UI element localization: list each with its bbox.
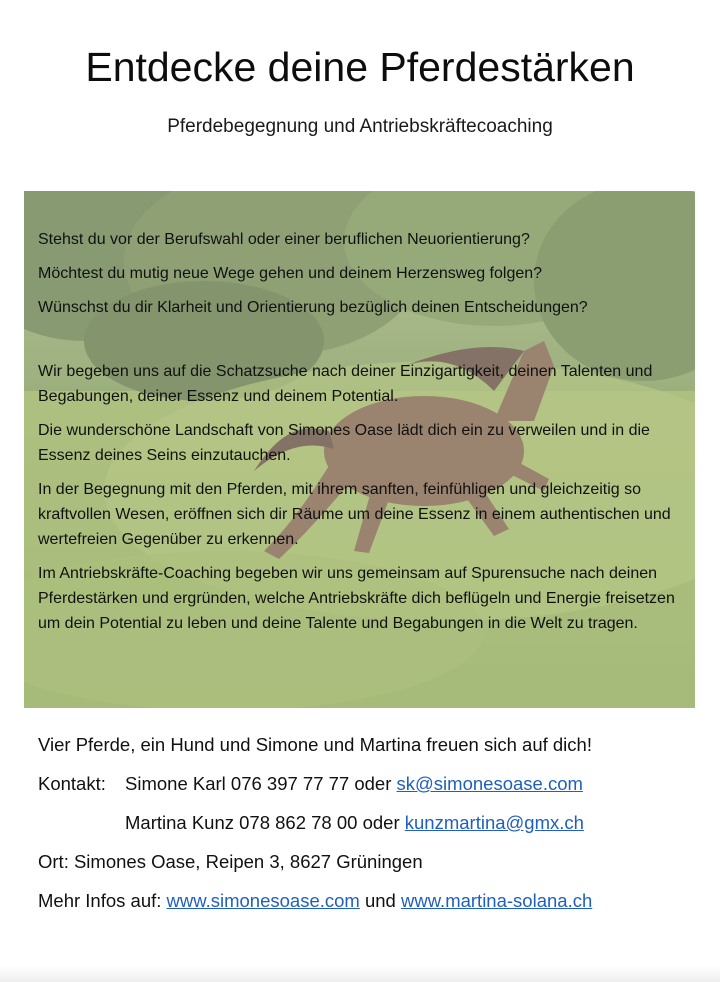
paragraph-spacer — [38, 329, 683, 359]
contact-line-martina — [38, 809, 698, 848]
contact-martina-text: Martina Kunz 078 862 78 00 oder — [125, 812, 405, 833]
website-link-martina-solana[interactable]: www.martina-solana.ch — [401, 890, 593, 911]
intro-question: Stehst du vor der Berufswahl oder einer beruflichen Neuorientierung? — [38, 231, 530, 248]
contact-simone-text: Simone Karl 076 397 77 77 oder — [125, 773, 397, 794]
body-paragraph: Wir begeben uns auf die Schatzsuche nach deiner Einzigartigkeit, deinen Talenten und Begabungen, deiner Essenz und deinem Potential. — [38, 363, 653, 405]
invite-line: Vier Pferde, ein Hund und Simone und Martina freuen sich auf dich! — [38, 734, 592, 755]
contact-line-simone — [38, 770, 698, 809]
page-bottom-edge — [0, 966, 720, 982]
email-link-martina[interactable]: kunzmartina@gmx.ch — [404, 812, 584, 833]
page-title: Entdecke deine Pferdestärken — [85, 44, 635, 90]
more-info-line — [38, 887, 698, 926]
location-line: Ort: Simones Oase, Reipen 3, 8627 Grüningen — [38, 851, 423, 872]
email-link-simone[interactable]: sk@simonesoase.com — [396, 773, 583, 794]
contact-label: Kontakt: — [38, 773, 106, 794]
page-subtitle: Pferdebegegnung und Antriebskräftecoaching — [167, 116, 553, 137]
and-text: und — [359, 890, 401, 911]
body-paragraph: Die wunderschöne Landschaft von Simones Oase lädt dich ein zu verweilen und in die Essenz deines Seins einzutauchen. — [38, 422, 650, 464]
body-paragraph: In der Begegnung mit den Pferden, mit ihrem sanften, feinfühligen und gleichzeitig so kraftvollen Wesen, eröffnen sich dir Räume um deine Essenz in einem authentischen und wertefreien Gegenüber zu erkennen. — [38, 481, 671, 548]
photo-text-block — [38, 227, 683, 645]
footer-info — [38, 731, 698, 926]
intro-question: Wünschst du dir Klarheit und Orientierung bezüglich deinen Entscheidungen? — [38, 299, 588, 316]
more-info-label: Mehr Infos auf: — [38, 890, 167, 911]
intro-question: Möchtest du mutig neue Wege gehen und deinem Herzensweg folgen? — [38, 265, 543, 282]
body-paragraph: Im Antriebskräfte-Coaching begeben wir uns gemeinsam auf Spurensuche nach deinen Pferdestärken und ergründen, welche Antriebskräfte dich beflügeln und Energie freisetzen um dein Potential zu leben und deine Talente und Begabungen in die Welt zu tragen. — [38, 565, 675, 632]
horse-photo-panel — [24, 191, 695, 708]
website-link-simonesoase[interactable]: www.simonesoase.com — [166, 890, 360, 911]
